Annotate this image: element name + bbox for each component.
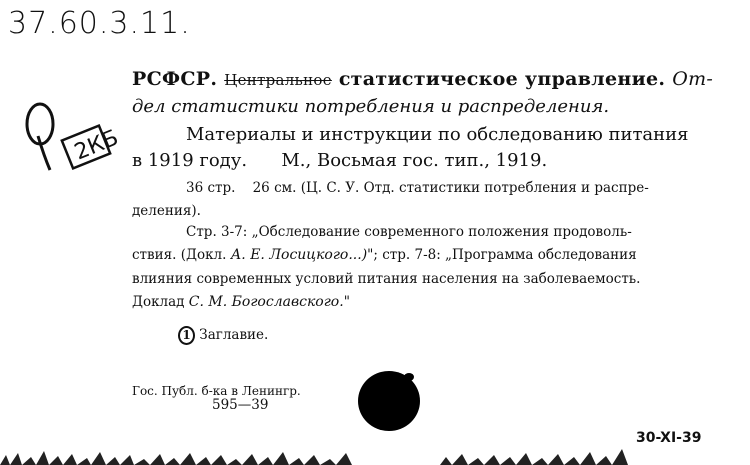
punched-hole (358, 371, 420, 431)
note-line-2-c: "; стр. 7-8: „Программа обследования (367, 247, 637, 263)
heading-agency-rest: статистическое управление. (338, 68, 666, 90)
call-number: 37.60.3.11. (8, 6, 191, 41)
tracing-number: 1 (178, 326, 195, 345)
title-line-1: Материалы и инструкции по обследованию питания (186, 124, 689, 145)
note-line-2-author: А. Е. Лосицкого...) (230, 247, 368, 263)
note-line-4-c: " (343, 294, 350, 310)
tracing-text: Заглавие. (199, 327, 269, 343)
library-line: Гос. Публ. б-ка в Ленингр. (132, 384, 301, 398)
heading-line-1 (132, 68, 713, 90)
collation-line-2: деления). (132, 203, 201, 219)
note-line-4-a: Доклад (132, 294, 185, 310)
note-line-4 (132, 294, 350, 310)
note-line-2-a: ствия. (Докл. (132, 247, 227, 263)
heading-dept: дел статистики потребления и распределения. (132, 96, 610, 117)
heading-struck-word: Центральное (224, 71, 332, 89)
library-number: 595—39 (212, 397, 269, 413)
heading-agency: РСФСР. (132, 68, 218, 90)
heading-dept-start: От- (672, 68, 714, 90)
note-line-3: влияния современных условий питания населения на заболеваемость. (132, 271, 641, 287)
bottom-right-date: 30-XI-39 (636, 430, 702, 446)
note-line-2 (132, 247, 637, 263)
note-line-1: Стр. 3-7: „Обследование современного положения продоволь- (186, 224, 632, 240)
title-line-2: в 1919 году. М., Восьмая гос. тип., 1919. (132, 150, 548, 171)
collation-line-1: 36 стр. 26 см. (Ц. С. У. Отд. статистики потребления и распре- (186, 180, 649, 196)
side-mark-text: 2КБ (71, 125, 122, 166)
bottom-edge-noise (0, 439, 750, 465)
note-line-4-author: С. М. Богославского. (188, 294, 344, 310)
tracing (178, 326, 268, 345)
side-mark-handwritten (22, 96, 134, 188)
